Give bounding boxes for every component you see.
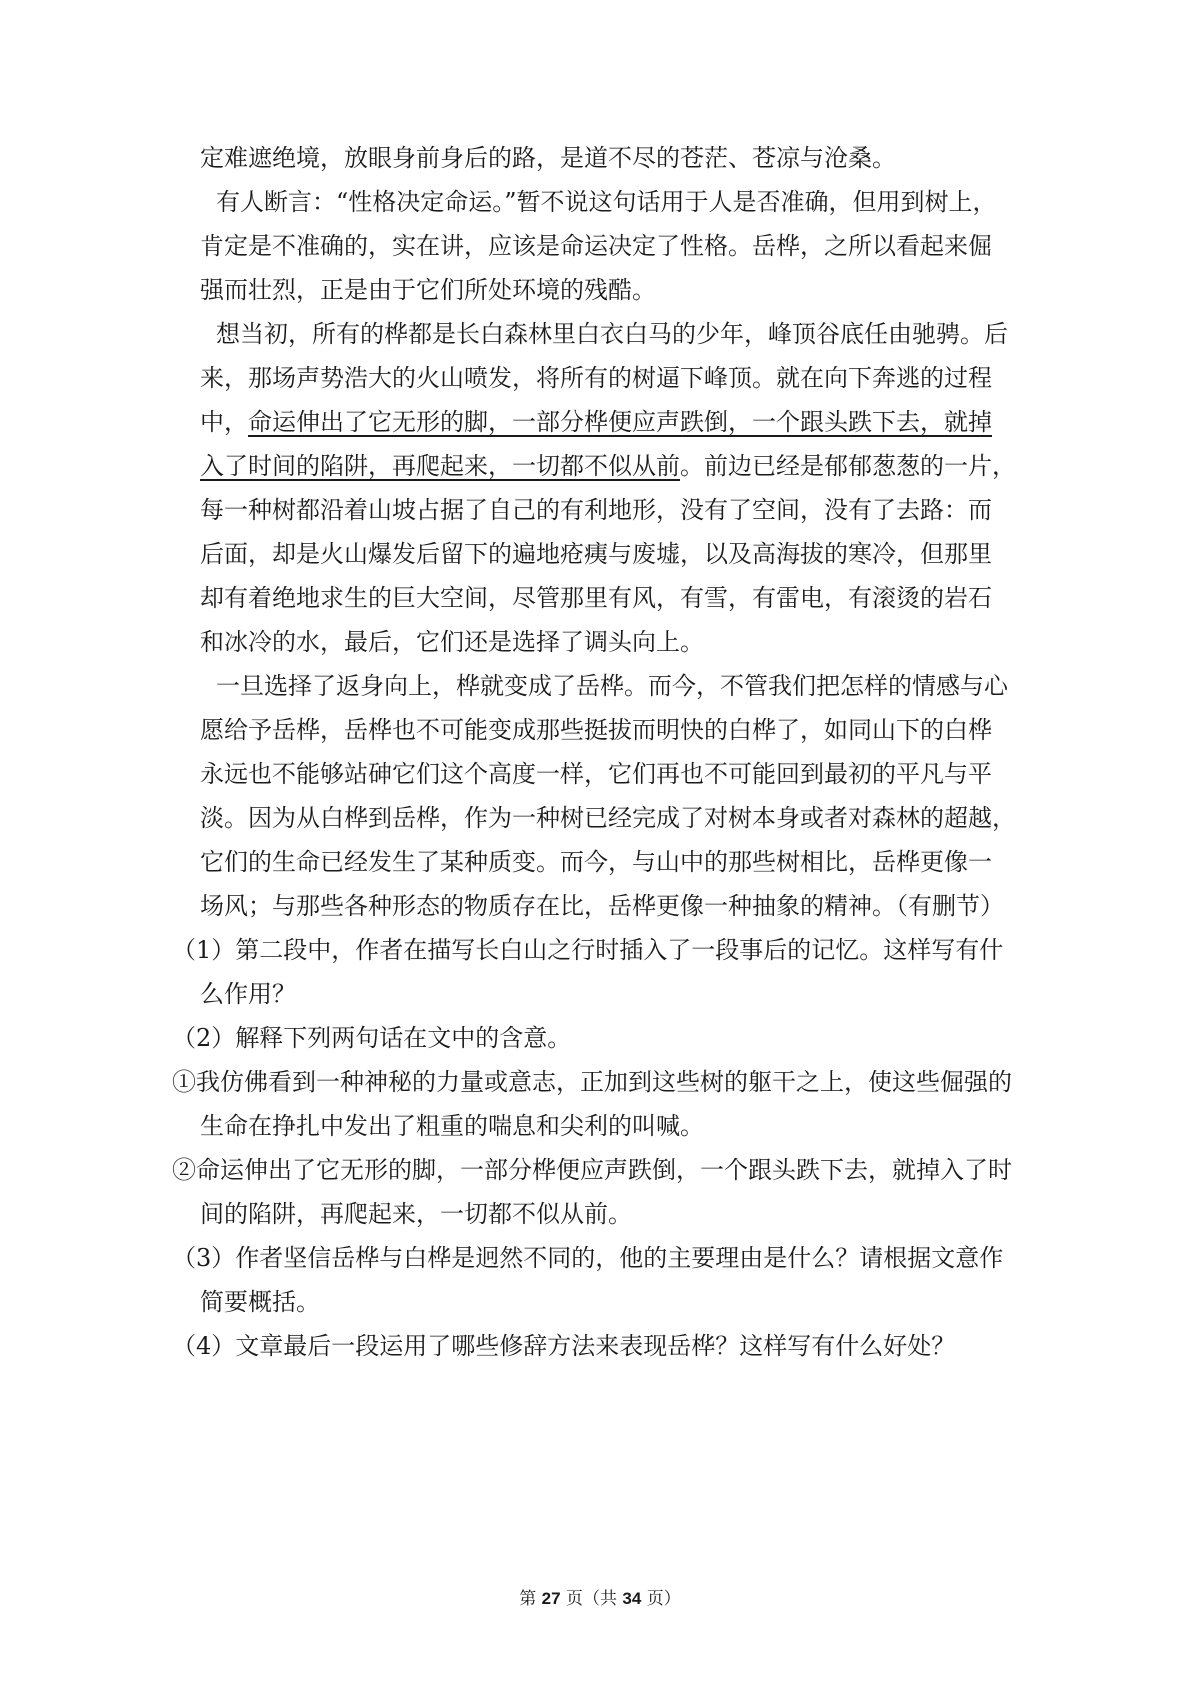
passage-line: 后面，却是火山爆发后留下的遍地疮痍与废墟，以及高海拔的寒冷，但那里: [200, 540, 992, 568]
page-total: 34: [622, 1589, 642, 1608]
footer-middle: 页（共: [566, 1589, 617, 1609]
passage-line: 强而壮烈，正是由于它们所处环境的残酷。: [200, 276, 656, 304]
question-2-item-2: ②命运伸出了它无形的脚，一部分桦便应声跌倒，一个跟头跌下去，就掉入了时: [172, 1156, 1012, 1184]
passage-line: 和冰冷的水，最后，它们还是选择了调头向上。: [200, 628, 704, 656]
footer-prefix: 第: [519, 1589, 537, 1609]
passage-text: 中，: [200, 408, 248, 436]
passage-line: 淡。因为从白桦到岳桦，作为一种树已经完成了对树本身或者对森林的超越，: [200, 804, 1016, 832]
passage-line: 场风；与那些各种形态的物质存在比，岳桦更像一种抽象的精神。（有删节）: [200, 892, 1004, 920]
question-1: （1）第二段中，作者在描写长白山之行时插入了一段事后的记忆。这样写有什: [172, 936, 1004, 964]
passage-line: [200, 408, 992, 436]
question-2: （2）解释下列两句话在文中的含意。: [172, 1024, 572, 1052]
passage-line: 来，那场声势浩大的火山喷发，将所有的树逼下峰顶。就在向下奔逃的过程: [200, 364, 992, 392]
footer-suffix: 页）: [646, 1589, 681, 1609]
question-2-item-1: ①我仿佛看到一种神秘的力量或意志，正加到这些树的躯干之上，使这些倔强的: [172, 1068, 1012, 1096]
passage-line: 却有着绝地求生的巨大空间，尽管那里有风，有雪，有雷电，有滚烫的岩石: [200, 584, 992, 612]
question-1-cont: 么作用？: [200, 980, 296, 1008]
passage-line: 定难遮绝境，放眼身前身后的路，是道不尽的苍茫、苍凉与沧桑。: [200, 144, 896, 172]
passage-line: [200, 452, 1016, 480]
passage-line: 每一种树都沿着山坡占据了自己的有利地形，没有了空间，没有了去路：而: [200, 496, 992, 524]
question-2-item-1-cont: 生命在挣扎中发出了粗重的喘息和尖利的叫喊。: [200, 1112, 704, 1140]
passage-line: 肯定是不准确的，实在讲，应该是命运决定了性格。岳桦，之所以看起来倔: [200, 232, 992, 260]
passage-line: 一旦选择了返身向上，桦就变成了岳桦。而今，不管我们把怎样的情感与心: [216, 672, 1008, 700]
underlined-sentence: 入了时间的陷阱，再爬起来，一切都不似从前: [200, 452, 680, 480]
question-3-cont: 简要概括。: [200, 1288, 320, 1316]
passage-text: 。前边已经是郁郁葱葱的一片，: [680, 452, 1016, 480]
question-2-item-2-cont: 间的陷阱，再爬起来，一切都不似从前。: [200, 1200, 632, 1228]
question-4: （4）文章最后一段运用了哪些修辞方法来表现岳桦？这样写有什么好处？: [172, 1332, 956, 1360]
passage-line: 想当初，所有的桦都是长白森林里白衣白马的少年，峰顶谷底任由驰骋。后: [216, 320, 1008, 348]
passage-line: 永远也不能够站砷它们这个高度一样，它们再也不可能回到最初的平凡与平: [200, 760, 992, 788]
passage-line: 愿给予岳桦，岳桦也不可能变成那些挺拔而明快的白桦了，如同山下的白桦: [200, 716, 992, 744]
page-number: 27: [541, 1589, 561, 1608]
question-3: （3）作者坚信岳桦与白桦是迥然不同的，他的主要理由是什么？请根据文意作: [172, 1244, 1004, 1272]
passage-line: 它们的生命已经发生了某种质变。而今，与山中的那些树相比，岳桦更像一: [200, 848, 992, 876]
page-footer: [0, 1588, 1200, 1610]
passage-line: 有人断言：“性格决定命运。”暂不说这句话用于人是否准确，但用到树上，: [216, 188, 997, 216]
underlined-sentence: 命运伸出了它无形的脚，一部分桦便应声跌倒，一个跟头跌下去，就掉: [248, 408, 992, 436]
